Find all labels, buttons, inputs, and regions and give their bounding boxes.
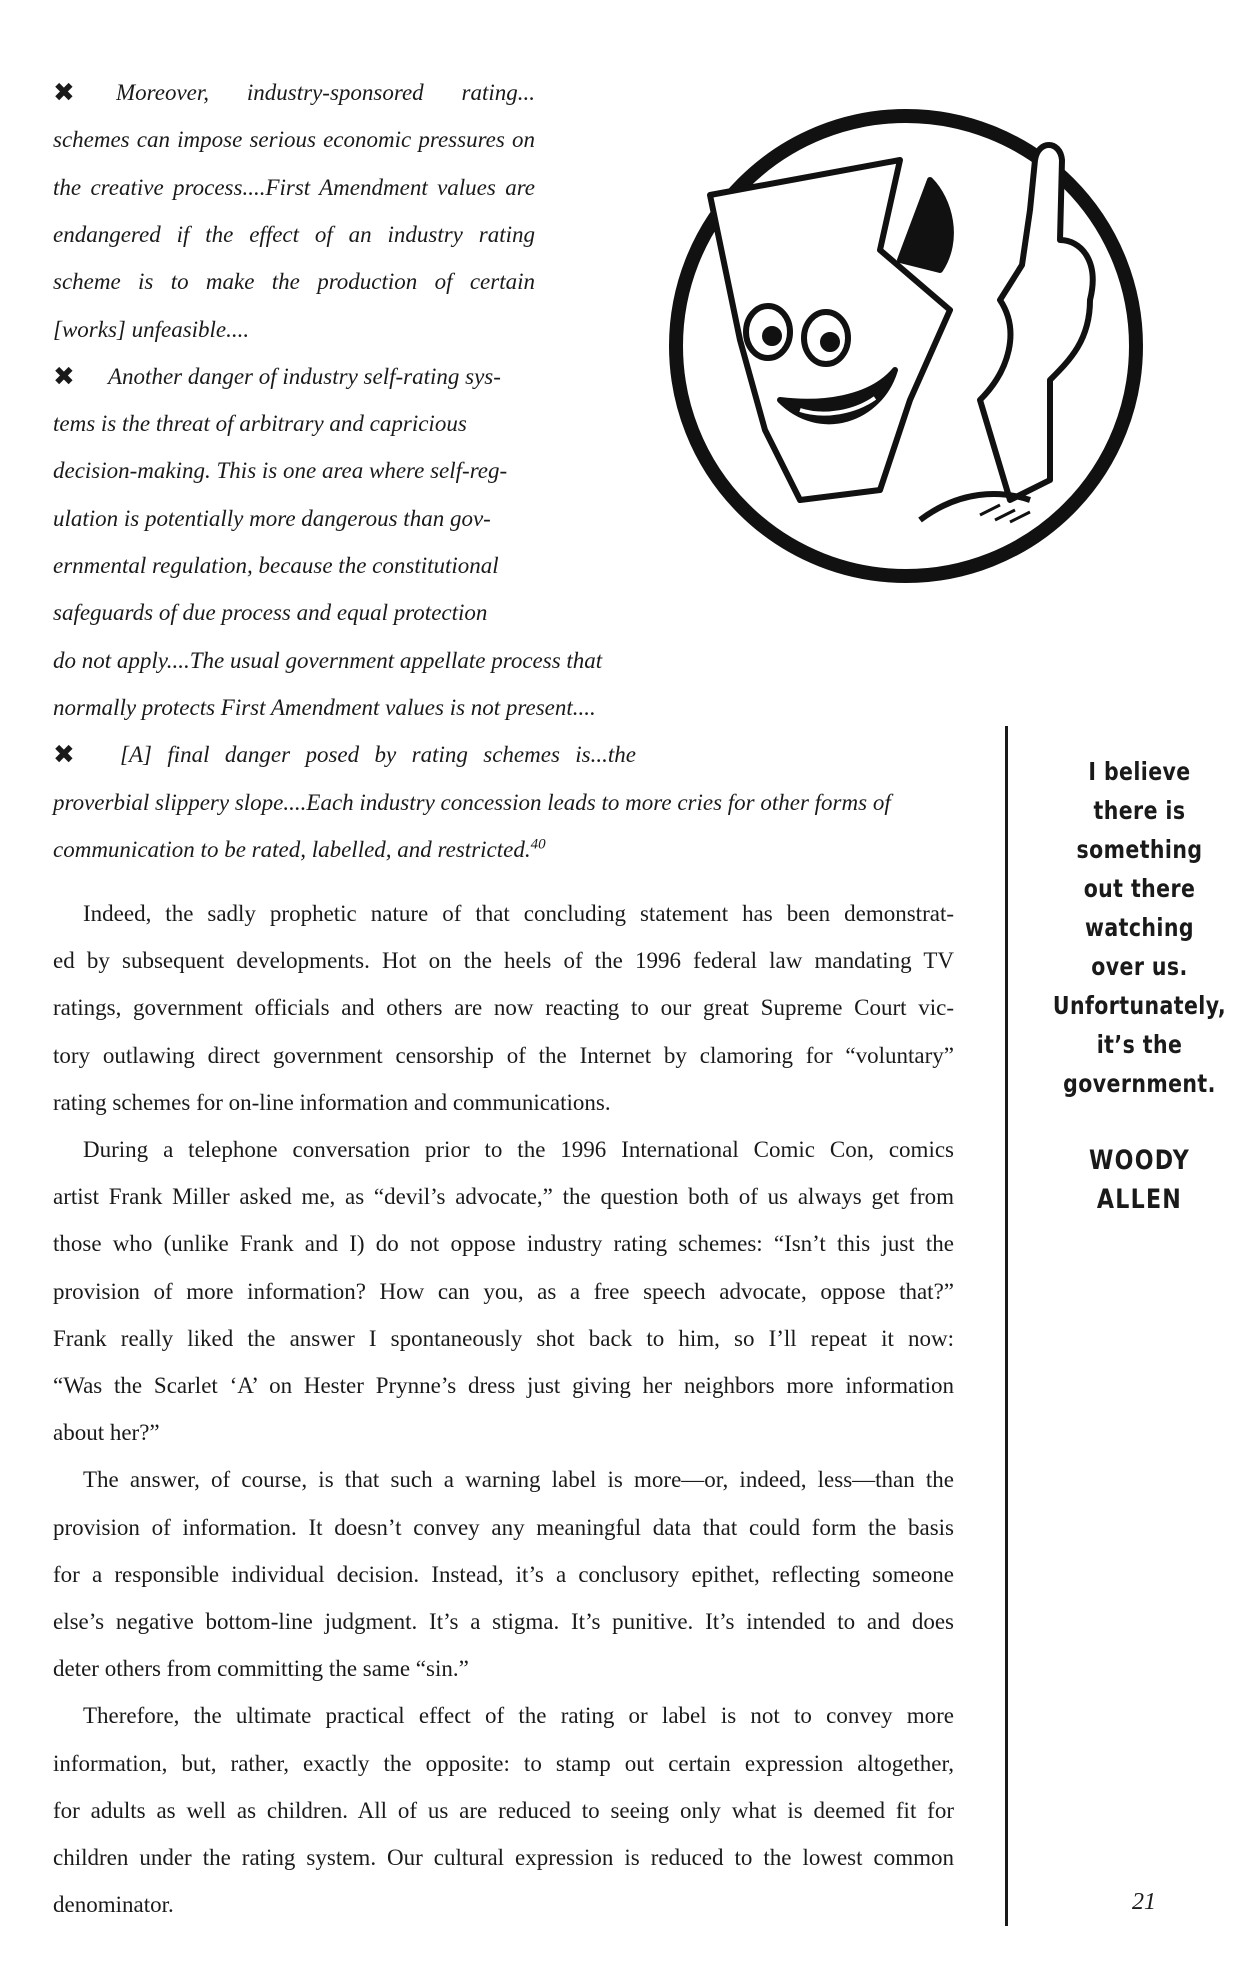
quote-line-text: ernmental regulation, because the constitutional <box>53 553 499 578</box>
quote-line <box>53 409 467 439</box>
sidebar-rule <box>1005 726 1008 1926</box>
pull-quote-line: something <box>1076 835 1203 864</box>
quote-line <box>53 835 546 865</box>
quote-line-text: [works] unfeasible.... <box>53 316 250 342</box>
x-bullet-icon: ✖ <box>53 740 75 771</box>
quote-line <box>53 456 507 486</box>
quote-line <box>108 362 501 392</box>
quote-line-text: Moreover, industry-sponsored rating... <box>116 80 535 105</box>
body-line: During a telephone conversation prior to the 1996 International Comic Con, comics <box>83 1137 954 1162</box>
body-line: “Was the Scarlet ‘A’ on Hester Prynne’s dress just giving her neighbors more information <box>53 1373 954 1398</box>
quote-line-text: proverbial slippery slope....Each industry concession leads to more cries for other forms of <box>53 789 891 815</box>
quote-line-text: safeguards of due process and equal protection <box>53 600 488 626</box>
quote-line-text: schemes can impose serious economic pressures on <box>53 127 535 153</box>
quote-line <box>53 125 535 155</box>
body-line: rating schemes for on-line information and communications. <box>53 1089 611 1115</box>
body-line: else’s negative bottom-line judgment. It’s a stigma. It’s punitive. It’s intended to and does <box>53 1609 954 1634</box>
x-bullet-icon: ✖ <box>53 361 75 392</box>
x-bullet-icon: ✖ <box>53 78 75 108</box>
quote-line <box>53 646 602 676</box>
quote-line-text: normally protects First Amendment values is not present.... <box>53 694 596 720</box>
pull-quote-line: over us. <box>1091 952 1188 981</box>
pull-quote-line: I believe <box>1088 757 1191 786</box>
body-line: Indeed, the sadly prophetic nature of that concluding statement has been demonstrat- <box>83 901 954 926</box>
author-line: ALLEN <box>1096 1184 1183 1215</box>
author-line: WOODY <box>1088 1145 1191 1176</box>
quote-line-text: endangered if the effect of an industry rating <box>53 221 535 247</box>
body-line: children under the rating system. Our cultural expression is reduced to the lowest common <box>53 1845 954 1870</box>
cartoon-illustration <box>650 100 1170 600</box>
quote-line-text: decision-making. This is one area where self-reg- <box>53 458 508 484</box>
body-line: deter others from committing the same “sin.” <box>53 1656 469 1682</box>
body-line: about her?” <box>53 1420 160 1446</box>
quote-line-text: the creative process....First Amendment values are <box>53 174 535 200</box>
pull-quote-line: it’s the <box>1096 1030 1183 1059</box>
quote-line <box>53 788 891 818</box>
body-line: provision of information. It doesn’t convey any meaningful data that could form the basis <box>53 1514 954 1540</box>
pull-quote-sidebar <box>1035 752 1244 1219</box>
cartoon-face <box>710 160 951 500</box>
body-line: ratings, government officials and others are now reacting to our great Supreme Court vic- <box>53 995 954 1021</box>
quote-line-text: communication to be rated, labelled, and restricted. <box>53 836 531 862</box>
body-line: for a responsible individual decision. Instead, it’s a conclusory epithet, reflecting someone <box>53 1561 954 1587</box>
quote-line <box>53 267 535 297</box>
pull-quote-line: Unfortunately, <box>1052 991 1227 1020</box>
quote-line <box>120 740 636 770</box>
quote-line-text: Another danger of industry self-rating sys- <box>108 363 501 389</box>
body-line: The answer, of course, is that such a warning label is more—or, indeed, less—than the <box>83 1467 954 1493</box>
quote-line-text: ulation is potentially more dangerous than gov- <box>53 505 491 531</box>
body-line: those who (unlike Frank and I) do not oppose industry rating schemes: “Isn’t this just the <box>53 1231 954 1257</box>
body-line: for adults as well as children. All of us are reduced to seeing only what is deemed fit for <box>53 1797 954 1823</box>
pull-quote-line: government. <box>1063 1069 1216 1098</box>
body-line: artist Frank Miller asked me, as “devil’s advocate,” the question both of us always get from <box>53 1184 954 1210</box>
body-line: denominator. <box>53 1892 174 1918</box>
pull-quote-author <box>1035 1141 1244 1219</box>
quote-line <box>53 173 535 203</box>
quote-line <box>53 504 491 534</box>
quote-line <box>53 315 249 345</box>
pull-quote-line: watching <box>1085 913 1194 942</box>
quote-line <box>53 551 499 581</box>
footnote-marker: 40 <box>530 836 546 853</box>
pull-quote-text <box>1035 752 1244 1103</box>
quote-line <box>53 220 535 250</box>
quote-line <box>53 598 487 628</box>
quote-line <box>53 693 596 723</box>
quote-line-text: do not apply....The usual government appellate process that <box>53 647 603 673</box>
page-number: 21 <box>1132 1889 1156 1915</box>
quote-line-text: [A] final danger posed by rating schemes is...the <box>120 742 636 768</box>
quote-line <box>116 78 535 108</box>
body-line: ed by subsequent developments. Hot on the heels of the 1996 federal law mandating TV <box>53 948 954 974</box>
pull-quote-line: out there <box>1083 874 1196 903</box>
body-line: information, but, rather, exactly the opposite: to stamp out certain expression altogether, <box>53 1750 954 1776</box>
body-line: Therefore, the ultimate practical effect of the rating or label is not to convey more <box>83 1703 954 1729</box>
body-line: provision of more information? How can you, as a free speech advocate, oppose that?” <box>53 1278 954 1304</box>
quote-line-text: scheme is to make the production of certain <box>53 269 535 295</box>
body-line: Frank really liked the answer I spontaneously shot back to him, so I’ll repeat it now: <box>53 1325 954 1351</box>
body-line: tory outlawing direct government censorship of the Internet by clamoring for “voluntary” <box>53 1042 954 1068</box>
pull-quote-line: there is <box>1093 796 1186 825</box>
quote-line-text: tems is the threat of arbitrary and capricious <box>53 411 467 437</box>
